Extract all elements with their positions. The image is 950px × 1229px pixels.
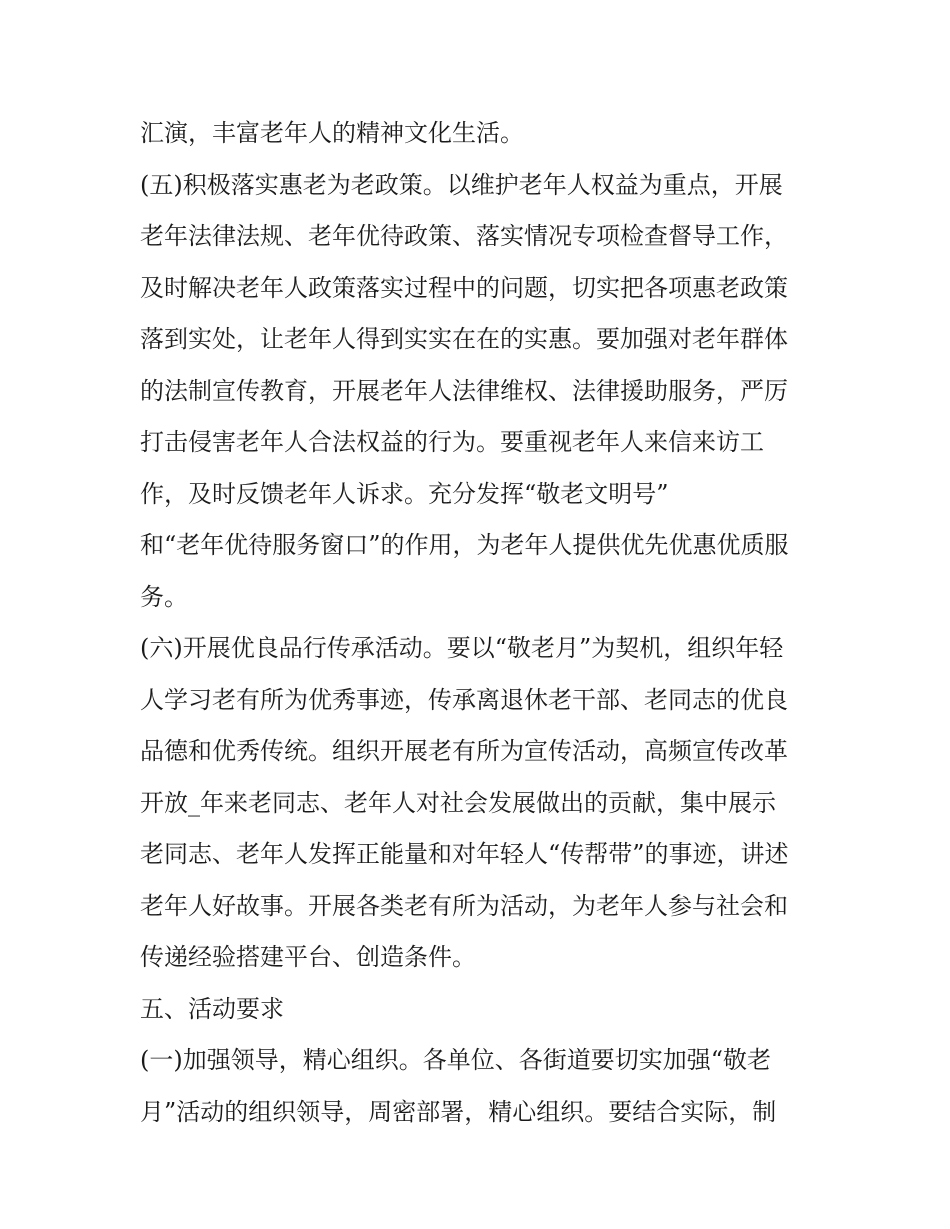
text-line: 落到实处，让老年人得到实实在在的实惠。要加强对老年群体 bbox=[140, 325, 788, 353]
text-line: 汇演，丰富老年人的精神文化生活。 bbox=[140, 119, 524, 147]
text-line: 老年人好故事。开展各类老有所为活动，为老年人参与社会和 bbox=[140, 891, 788, 920]
document-body bbox=[140, 108, 830, 1138]
text-line: 传递经验搭建平台、创造条件。 bbox=[140, 943, 476, 971]
text-line: (五)积极落实惠老为老政策。以维护老年人权益为重点，开展 bbox=[140, 170, 783, 199]
text-line: 打击侵害老年人合法权益的行为。要重视老年人来信来访工 bbox=[140, 428, 764, 456]
text-line: 老同志、老年人发挥正能量和对年轻人“传帮带”的事迹，讲述 bbox=[140, 840, 789, 868]
text-line: 和“老年优待服务窗口”的作用，为老年人提供优先优惠优质服 bbox=[140, 531, 789, 559]
text-line: 及时解决老年人政策落实过程中的问题，切实把各项惠老政策 bbox=[140, 273, 788, 302]
text-line: 开放_年来老同志、老年人对社会发展做出的贡献，集中展示 bbox=[140, 788, 776, 817]
text-line: 老年法律法规、老年优待政策、落实情况专项检查督导工作， bbox=[140, 222, 788, 250]
text-line: (六)开展优良品行传承活动。要以“敬老月”为契机，组织年轻 bbox=[140, 634, 784, 662]
text-line: 人学习老有所为优秀事迹，传承离退休老干部、老同志的优良 bbox=[140, 685, 788, 714]
text-line: 的法制宣传教育，开展老年人法律维权、法律援助服务，严厉 bbox=[140, 376, 788, 405]
text-line: (一)加强领导，精心组织。各单位、各街道要切实加强“敬老 bbox=[140, 1046, 771, 1074]
text-line: 品德和优秀传统。组织开展老有所为宣传活动，高频宣传改革 bbox=[140, 737, 788, 765]
text-line: 务。 bbox=[140, 582, 188, 611]
text-line: 月”活动的组织领导，周密部署，精心组织。要结合实际，制 bbox=[140, 1097, 777, 1126]
text-line: 作，及时反馈老年人诉求。充分发挥“敬老文明号” bbox=[140, 479, 669, 508]
section-heading: 五、活动要求 bbox=[140, 994, 284, 1023]
